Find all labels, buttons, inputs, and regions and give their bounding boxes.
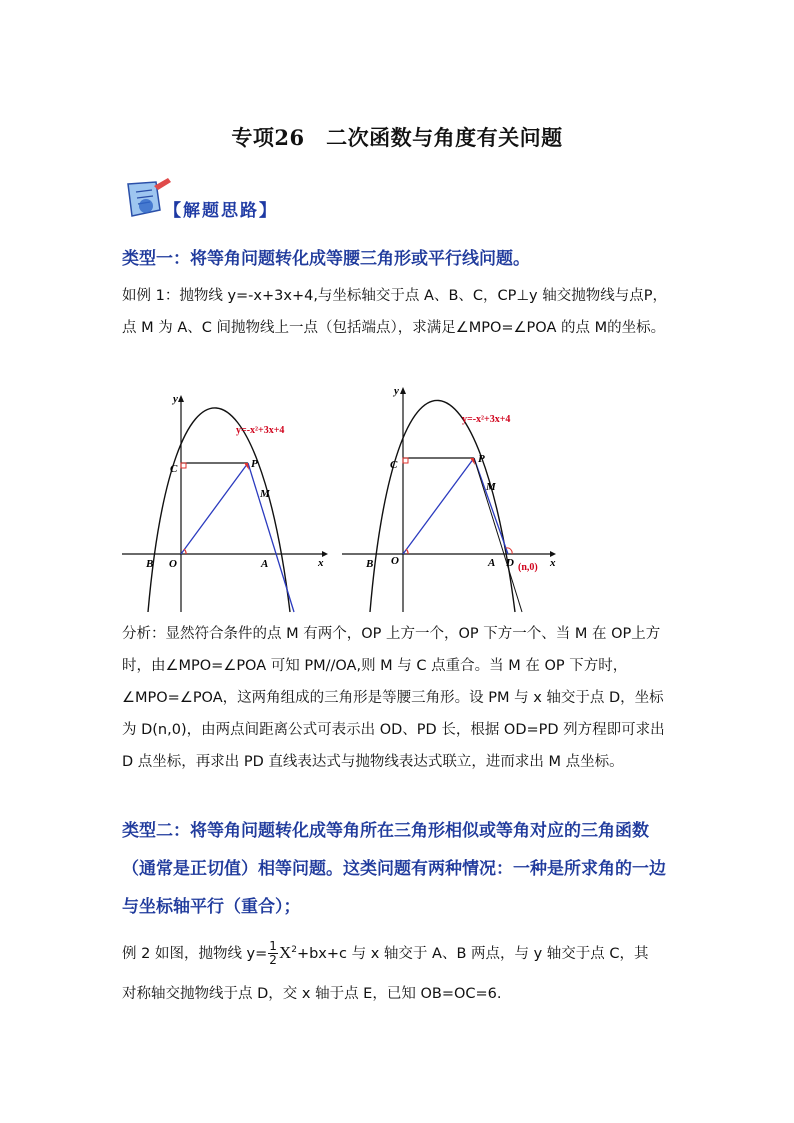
svg-text:y: y bbox=[394, 385, 399, 397]
svg-text:O: O bbox=[391, 555, 399, 567]
example2-line2: 对称轴交抛物线于点 D，交 x 轴于点 E，已知 OB=OC=6. bbox=[122, 986, 502, 1002]
label-x: x bbox=[318, 557, 324, 569]
type1-heading: 类型一：将等角问题转化成等腰三角形或平行线问题。 bbox=[122, 249, 530, 269]
curve-label: y=-x²+3x+4 bbox=[236, 425, 285, 436]
figure-1 bbox=[118, 390, 330, 615]
type2-heading: 类型二：将等角问题转化成等角所在三角形相似或等角对应的三角函数（通常是正切值）相等问题。这类问题有两种情况：一种是所求角的一边与坐标轴平行（重合）； bbox=[122, 821, 666, 917]
example1-text: 如例 1：抛物线 y=-x+3x+4,与坐标轴交于点 A、B、C，CP⊥y 轴交抛物线与点P，点 M 为 A、C 间抛物线上一点（包括端点），求满足∠MPO=∠POA 的点 M的坐标。 bbox=[122, 288, 667, 336]
svg-text:D: D bbox=[506, 557, 514, 569]
exponent: 2 bbox=[291, 945, 297, 955]
svg-text:C: C bbox=[390, 459, 398, 471]
svg-text:y=-x²+3x+4: y=-x²+3x+4 bbox=[462, 414, 511, 425]
label-P: P bbox=[251, 458, 258, 470]
svg-text:P: P bbox=[478, 453, 485, 465]
svg-text:B: B bbox=[366, 558, 374, 570]
figure-2 bbox=[340, 380, 570, 615]
variable-x: X bbox=[278, 942, 292, 962]
svg-text:A: A bbox=[488, 557, 496, 569]
fraction: $\frac{1}{2}$ bbox=[269, 939, 277, 968]
parabola bbox=[148, 408, 290, 612]
analysis-text: 分析：显然符合条件的点 M 有两个，OP 上方一个，OP 下方一个、当 M 在 OP上方时，由∠MPO=∠POA 可知 PM//OA,则 M 与 C 点重合。当 M 在 OP 下方时，∠MPO=∠POA，这两角组成的三角形是等腰三角形。设 PM 与 x 轴交于点 D，坐标为 D(n,0)，由两点间距离公式可表示出 OD、PD 长，根据 OD=PD 列方程即可求出 D 点坐标，再求出 PD 直线表达式与抛物线表达式联立，进而求出 M 点坐标。 bbox=[122, 626, 665, 770]
label-B: B bbox=[146, 558, 154, 570]
label-A: A bbox=[261, 558, 269, 570]
svg-text:x: x bbox=[550, 557, 556, 569]
label-O: O bbox=[169, 558, 177, 570]
label-y: y bbox=[173, 393, 178, 405]
svg-text:(n,0): (n,0) bbox=[518, 562, 538, 573]
example2-prefix: 例 2 如图，抛物线 y= bbox=[122, 945, 268, 962]
example2-suffix: +bx+c 与 x 轴交于 A、B 两点，与 y 轴交于点 C，其 bbox=[296, 945, 649, 962]
page-title: 专项26 二次函数与角度有关问题 bbox=[231, 125, 563, 150]
section-badge-label: 【解题思路】 bbox=[164, 201, 278, 221]
label-M: M bbox=[260, 488, 270, 500]
example2-line1 bbox=[122, 936, 649, 968]
label-C: C bbox=[170, 463, 178, 475]
svg-text:M: M bbox=[486, 481, 496, 493]
